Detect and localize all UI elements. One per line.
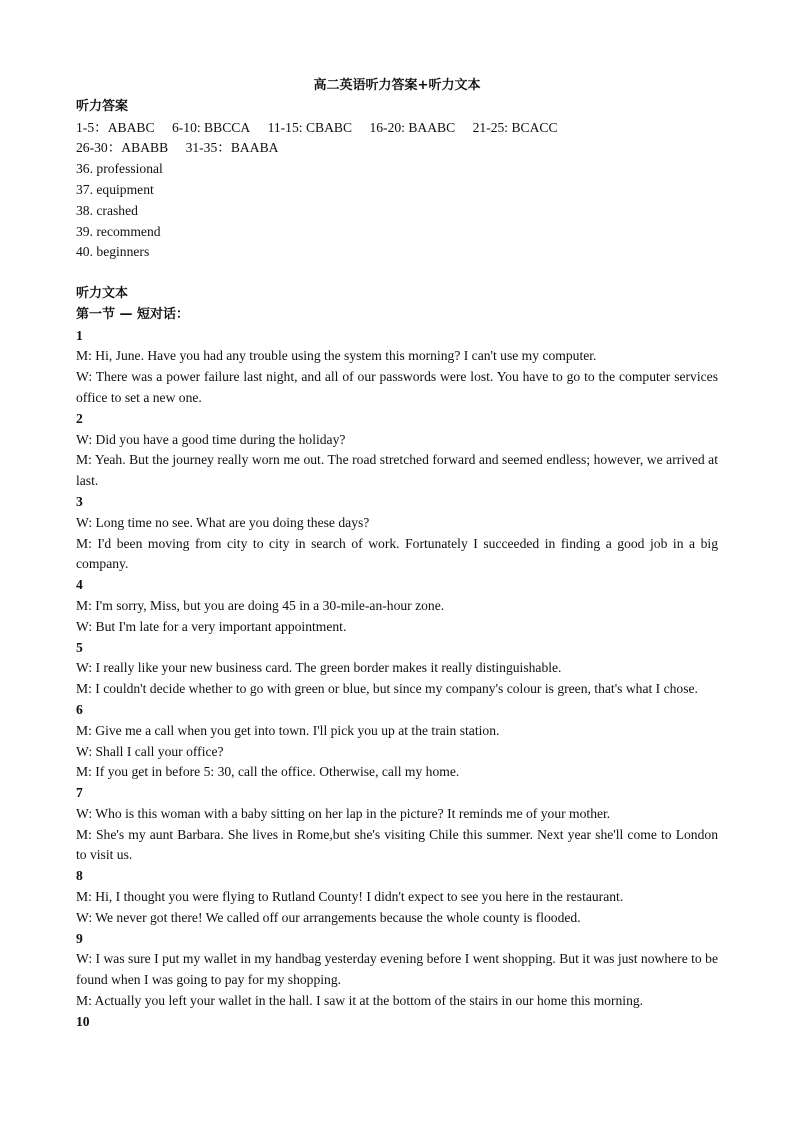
fill-answer: 37. equipment bbox=[76, 181, 154, 197]
dialogue-line: W: Shall I call your office? bbox=[76, 743, 224, 759]
dialogue-number: 9 bbox=[76, 930, 83, 946]
dialogue-line: M: She's my aunt Barbara. She lives in Rome,but she's visiting Chile this summer. Next year she'll come to London to visit us. bbox=[76, 826, 718, 863]
answer-group: 21-25: BCACC bbox=[472, 119, 558, 135]
dialogue-number: 3 bbox=[76, 493, 83, 509]
document-title: 高二英语听力答案+听力文本 bbox=[313, 78, 481, 93]
fill-answer: 40. beginners bbox=[76, 244, 150, 260]
fill-answer: 38. crashed bbox=[76, 202, 138, 218]
answer-group: 11-15: CBABC bbox=[267, 119, 353, 135]
dialogue-line: M: Actually you left your wallet in the hall. I saw it at the bottom of the stairs in our home this morning. bbox=[76, 993, 644, 1009]
answer-row-1 bbox=[76, 118, 718, 139]
answer-group: 26-30：ABABB bbox=[76, 140, 169, 156]
dialogue-line: M: I'd been moving from city to city in search of work. Fortunately I succeeded in finding a good job in a big company. bbox=[76, 535, 718, 572]
text-heading: 听力文本 bbox=[76, 285, 129, 301]
dialogue-number: 7 bbox=[76, 785, 83, 801]
dialogue-line: W: Who is this woman with a baby sitting on her lap in the picture? It reminds me of your mother. bbox=[76, 805, 611, 821]
dialogue-line: W: We never got there! We called off our arrangements because the whole county is flooded. bbox=[76, 909, 581, 925]
dialogue-line: M: I'm sorry, Miss, but you are doing 45 in a 30-mile-an-hour zone. bbox=[76, 597, 445, 613]
document-page bbox=[76, 76, 718, 1033]
dialogue-line: W: Long time no see. What are you doing these days? bbox=[76, 514, 370, 530]
dialogue-number: 10 bbox=[76, 1013, 90, 1029]
dialogue-line: M: I couldn't decide whether to go with green or blue, but since my company's colour is green, that's what I chose. bbox=[76, 681, 698, 697]
dialogue-number: 8 bbox=[76, 868, 83, 884]
answer-row-2 bbox=[76, 138, 718, 159]
answer-group: 6-10: BBCCA bbox=[171, 119, 251, 135]
fill-answer: 36. professional bbox=[76, 161, 163, 177]
answers-heading: 听力答案 bbox=[76, 98, 129, 114]
fill-answer: 39. recommend bbox=[76, 223, 161, 239]
dialogue-line: M: Hi, June. Have you had any trouble using the system this morning? I can't use my computer. bbox=[76, 348, 597, 364]
dialogue-line: W: I was sure I put my wallet in my handbag yesterday evening before I went shopping. But it was just nowhere to be found when I was going to pay for my shopping. bbox=[76, 951, 718, 988]
dialogue-line: M: Give me a call when you get into town. I'll pick you up at the train station. bbox=[76, 722, 500, 738]
answer-group: 31-35：BAABA bbox=[185, 140, 279, 156]
dialogue-number: 6 bbox=[76, 701, 83, 717]
dialogue-number: 1 bbox=[76, 327, 83, 343]
dialogue-line: M: If you get in before 5: 30, call the office. Otherwise, call my home. bbox=[76, 764, 460, 780]
dialogue-line: M: Hi, I thought you were flying to Rutland County! I didn't expect to see you here in the restaurant. bbox=[76, 889, 624, 905]
dialogue-line: W: Did you have a good time during the holiday? bbox=[76, 431, 346, 447]
section-heading: 第一节 — 短对话： bbox=[76, 306, 190, 322]
dialogue-line: W: There was a power failure last night, and all of our passwords were lost. You have to go to the computer services office to set a new one. bbox=[76, 369, 718, 405]
dialogue-number: 4 bbox=[76, 577, 83, 593]
dialogue-number: 5 bbox=[76, 639, 83, 655]
answer-group: 16-20: BAABC bbox=[369, 119, 456, 135]
dialogue-line: M: Yeah. But the journey really worn me out. The road stretched forward and seemed endless; however, we arrived at last. bbox=[76, 452, 718, 489]
dialogue-line: W: But I'm late for a very important appointment. bbox=[76, 618, 347, 634]
dialogue-line: W: I really like your new business card. The green border makes it really distinguishable. bbox=[76, 660, 562, 676]
dialogue-number: 2 bbox=[76, 410, 83, 426]
answer-group: 1-5：ABABC bbox=[76, 119, 155, 135]
spacer bbox=[76, 263, 718, 284]
